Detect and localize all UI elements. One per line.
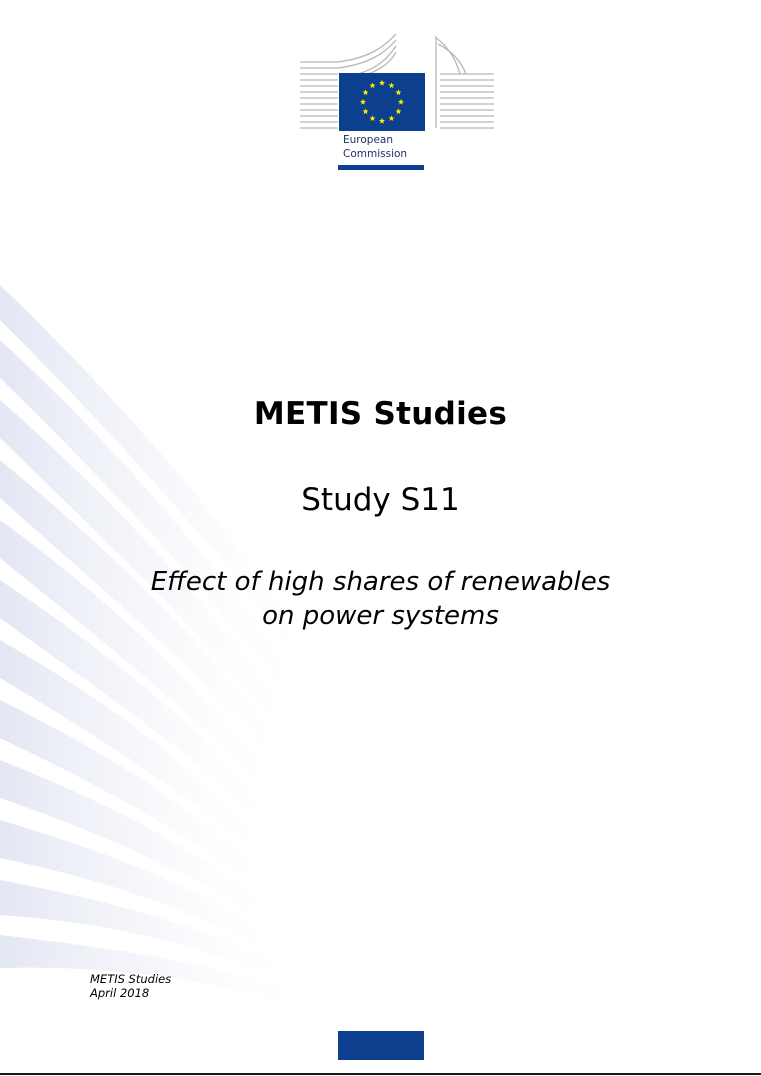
logo-underline	[338, 165, 424, 170]
document-title: METIS Studies	[253, 396, 508, 432]
logo-line-2: Commission	[343, 148, 408, 160]
footer-note	[90, 972, 171, 1000]
page-bottom-rule	[0, 1073, 761, 1075]
description-line-1: Effect of high shares of renewables	[150, 567, 611, 597]
footer-date: April 2018	[90, 986, 150, 1000]
description-line-2: on power systems	[262, 601, 499, 631]
study-number: Study S11	[301, 482, 460, 518]
logo-line-1: European	[343, 134, 394, 146]
logo-wordmark	[343, 133, 407, 161]
footer-blue-bar	[338, 1031, 424, 1060]
footer-series: METIS Studies	[90, 972, 172, 986]
study-description	[0, 565, 761, 633]
